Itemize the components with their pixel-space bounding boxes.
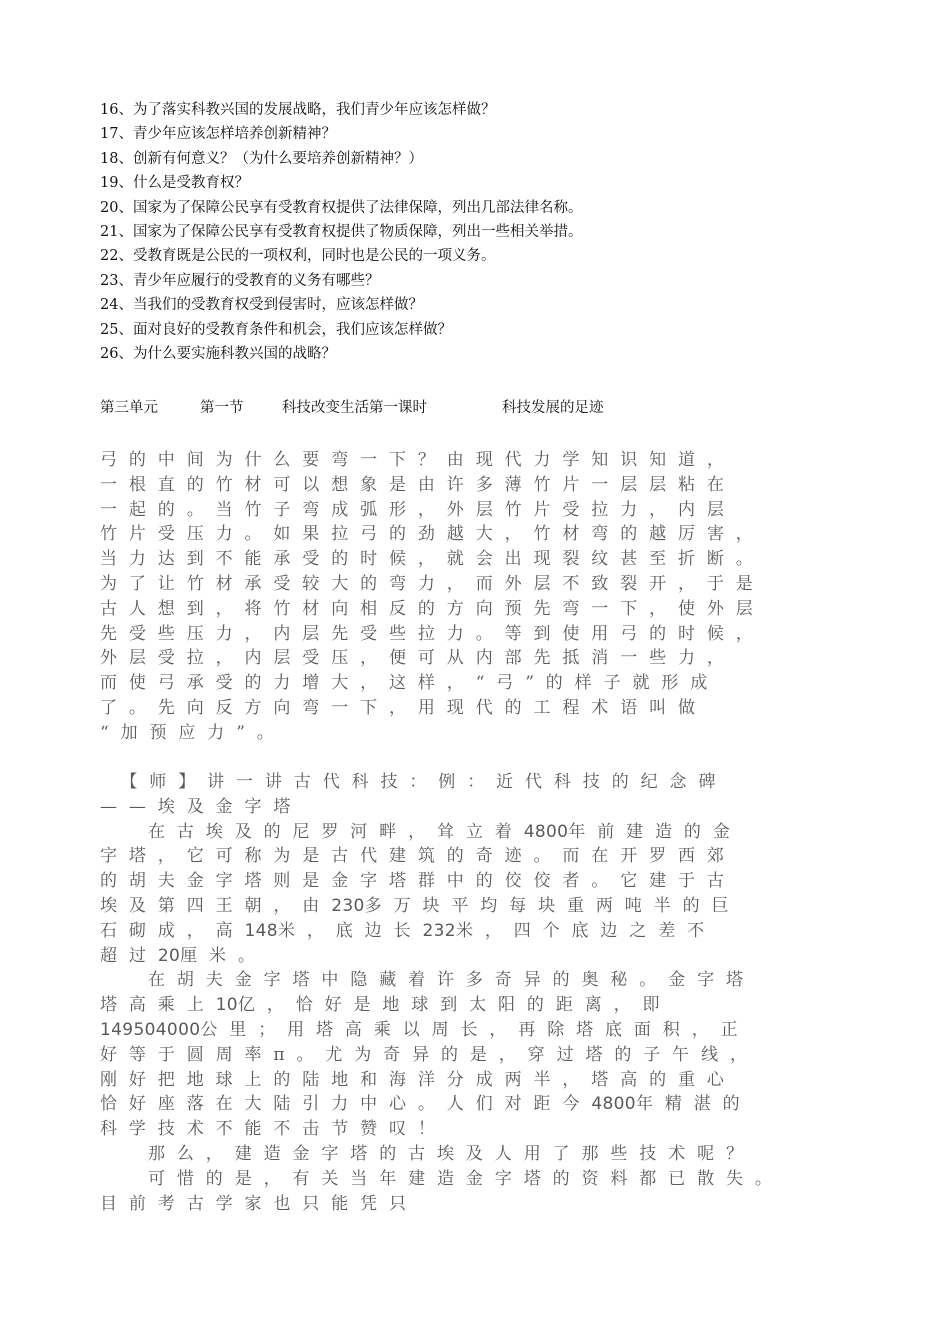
paragraph-line: 【师】讲一讲古代科技：例：近代科技的纪念碑 <box>100 772 728 792</box>
paragraph-line: 外层受拉，内层受压，便可从内部先抵消一些力， <box>100 648 736 669</box>
question-item: 21、国家为了保障公民享有受教育权提供了物质保障，列出一些相关举措。 <box>100 223 583 240</box>
number-text: 10 <box>215 995 238 1016</box>
paragraph-line: 在古埃及的尼罗河畔，耸立着4800年前建造的金 <box>148 821 742 842</box>
unit-label: 第三单元 <box>100 400 158 416</box>
number-text: 20 <box>157 945 181 966</box>
section-label: 第一节 <box>200 400 244 416</box>
number-text: 230 <box>331 895 365 916</box>
question-list <box>100 98 880 366</box>
number-text: 149504000 <box>100 1019 201 1040</box>
paragraph-line: 竹片受压力。如果拉弓的劲越大，竹材弯的越厉害， <box>100 524 765 545</box>
question-item: 22、受教育既是公民的一项权利，同时也是公民的一项义务。 <box>100 248 496 265</box>
question-item: 19、什么是受教育权？ <box>100 175 249 192</box>
question-item: 20、国家为了保障公民享有受教育权提供了法律保障，列出几部法律名称。 <box>100 199 583 216</box>
question-item: 16、为了落实科教兴国的发展战略，我们青少年应该怎样做？ <box>100 102 496 118</box>
number-text: 148 <box>244 920 278 941</box>
question-item: 25、面对良好的受教育条件和机会，我们应该怎样做？ <box>100 321 452 338</box>
paragraph-line: 当力达到不能承受的时候，就会出现裂纹甚至折断。 <box>100 549 765 570</box>
paragraph-line: 先受些压力，内层先受些拉力。等到使用弓的时候， <box>100 623 765 644</box>
paragraph-line: 好等于圆周率π。尤为奇异的是，穿过塔的子午线， <box>100 1044 759 1065</box>
lesson-label: 科技改变生活第一课时 <box>282 400 427 416</box>
question-item: 18、创新有何意义？（为什么要培养创新精神？） <box>100 150 423 167</box>
paragraph-line: 而使弓承受的力增大，这样，“弓”的样子就形成 <box>100 673 720 694</box>
paragraph-line: 为了让竹材承受较大的弯力，而外层不致裂开，于是 <box>100 573 765 594</box>
paragraph-line: 石砌成，高148米，底边长232米，四个底边之差不 <box>100 920 717 941</box>
question-item: 26、为什么要实施科教兴国的战略？ <box>100 345 336 362</box>
paragraph-line: “加预应力”。 <box>100 722 286 743</box>
paragraph-line: ——埃及金字塔 <box>100 796 303 817</box>
number-text: 4800 <box>591 1094 636 1115</box>
number-text: 232 <box>422 920 456 941</box>
paragraph-line: 一根直的竹材可以想象是由许多薄竹片一层层粘在 <box>100 474 736 495</box>
paragraph-line: 的胡夫金字塔则是金字塔群中的佼佼者。它建于古 <box>100 871 736 892</box>
paragraph-pyramid <box>100 770 860 1216</box>
section-heading <box>100 396 880 420</box>
paragraph-line: 了。先向反方向弯一下，用现代的工程术语叫做 <box>100 697 707 718</box>
paragraph-line: 可惜的是，有关当年建造金字塔的资料都已散失。 <box>148 1168 784 1189</box>
paragraph-line: 149504000公里；用塔高乘以周长，再除塔底面积，正 <box>100 1019 750 1040</box>
paragraph-line: 弓的中间为什么要弯一下？由现代力学知识知道， <box>100 450 736 470</box>
number-text: 4800 <box>523 821 569 842</box>
paragraph-line: 超过20厘米。 <box>100 945 267 966</box>
paragraph-line: 目前考古学家也只能凭只 <box>100 1193 418 1214</box>
question-item: 17、青少年应该怎样培养创新精神？ <box>100 126 336 143</box>
question-item: 23、青少年应履行的受教育的义务有哪些？ <box>100 272 380 289</box>
paragraph-line: 塔高乘上10亿，恰好是地球到太阳的距离，即 <box>100 995 672 1016</box>
paragraph-bow <box>100 448 860 746</box>
paragraph-line: 埃及第四王朝，由230多万块平均每块重两吨半的巨 <box>100 895 741 916</box>
paragraph-line: 古人想到，将竹材向相反的方向预先弯一下，使外层 <box>100 598 765 619</box>
paragraph-line: 科学技术不能不击节赞叹！ <box>100 1119 447 1140</box>
question-item: 24、当我们的受教育权受到侵害时，应该怎样做？ <box>100 297 423 314</box>
topic-label: 科技发展的足迹 <box>502 400 604 416</box>
paragraph-line: 刚好把地球上的陆地和海洋分成两半，塔高的重心 <box>100 1069 736 1090</box>
paragraph-line: 一起的。当竹子弯成弧形，外层竹片受拉力，内层 <box>100 499 736 520</box>
paragraph-line: 恰好座落在大陆引力中心。人们对距今4800年精湛的 <box>100 1094 752 1115</box>
paragraph-line: 在胡夫金字塔中隐藏着许多奇异的奥秘。金字塔 <box>148 970 755 991</box>
paragraph-line: 字塔，它可称为是古代建筑的奇迹。而在开罗西郊 <box>100 846 736 867</box>
paragraph-line: 那么，建造金字塔的古埃及人用了那些技术呢？ <box>148 1143 755 1164</box>
